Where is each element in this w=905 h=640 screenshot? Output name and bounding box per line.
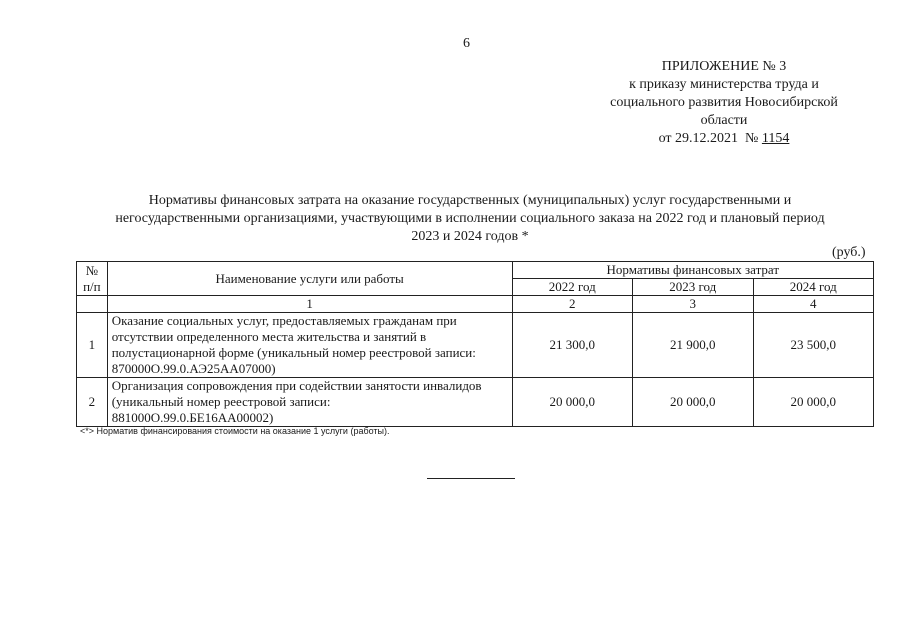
service-name-line: Оказание социальных услуг, предоставляемых гражданам при xyxy=(111,313,457,328)
appendix-title: ПРИЛОЖЕНИЕ № 3 xyxy=(661,59,787,74)
value-2023: 21 900,0 xyxy=(633,313,753,378)
service-name xyxy=(107,313,512,378)
row-number: 1 xyxy=(77,313,108,378)
header-num: № п/п xyxy=(77,262,108,296)
end-divider xyxy=(427,478,515,479)
header-year: 2024 год xyxy=(753,279,874,296)
service-name-line: отсутствии определенного места жительства и занятий в xyxy=(111,329,427,344)
service-name-line: Организация сопровождения при содействии занятости инвалидов xyxy=(111,378,482,393)
value-2024: 20 000,0 xyxy=(753,378,874,427)
service-name-line: полустационарной форме (уникальный номер реестровой записи: xyxy=(111,345,476,360)
appendix-block xyxy=(596,58,852,148)
header-name: Наименование услуги или работы xyxy=(107,262,512,296)
order-number: 1154 xyxy=(761,131,790,146)
appendix-date: от 29.12.2021 № xyxy=(658,131,762,146)
table-row xyxy=(77,313,874,378)
service-name-line: (уникальный номер реестровой записи: xyxy=(111,394,331,409)
service-name-line: 881000О.99.0.БЕ16АА00002) xyxy=(111,410,274,425)
document-title xyxy=(100,192,840,246)
index-cell: 2 xyxy=(512,296,632,313)
footnote: <*> Норматив финансирования стоимости на оказание 1 услуги (работы). xyxy=(80,426,390,436)
table-index-row xyxy=(77,296,874,313)
norms-table xyxy=(76,261,874,427)
appendix-order-line: к приказу министерства труда и xyxy=(629,77,819,92)
table-header-row xyxy=(77,262,874,279)
appendix-date-line xyxy=(596,130,852,148)
index-cell: 4 xyxy=(753,296,874,313)
appendix-ministry-line: социального развития Новосибирской xyxy=(610,95,838,110)
index-cell: 1 xyxy=(107,296,512,313)
appendix-region-line: области xyxy=(700,113,748,128)
row-number: 2 xyxy=(77,378,108,427)
index-cell: 3 xyxy=(633,296,753,313)
value-2022: 20 000,0 xyxy=(512,378,632,427)
currency-unit: (руб.) xyxy=(832,245,866,260)
title-line: 2023 и 2024 годов * xyxy=(411,229,529,244)
title-line: Нормативы финансовых затрата на оказание государственных (муниципальных) услуг государственными и xyxy=(148,193,792,208)
title-line: негосударственными организациями, участвующими в исполнении социального заказа на 2022 год и плановый период xyxy=(115,211,825,226)
value-2024: 23 500,0 xyxy=(753,313,874,378)
value-2023: 20 000,0 xyxy=(633,378,753,427)
header-year: 2022 год xyxy=(512,279,632,296)
service-name xyxy=(107,378,512,427)
service-name-line: 870000О.99.0.АЭ25АА07000) xyxy=(111,361,276,376)
index-cell xyxy=(77,296,108,313)
header-year: 2023 год xyxy=(633,279,753,296)
page-number: 6 xyxy=(463,36,470,51)
table-row xyxy=(77,378,874,427)
header-group: Нормативы финансовых затрат xyxy=(512,262,873,279)
value-2022: 21 300,0 xyxy=(512,313,632,378)
